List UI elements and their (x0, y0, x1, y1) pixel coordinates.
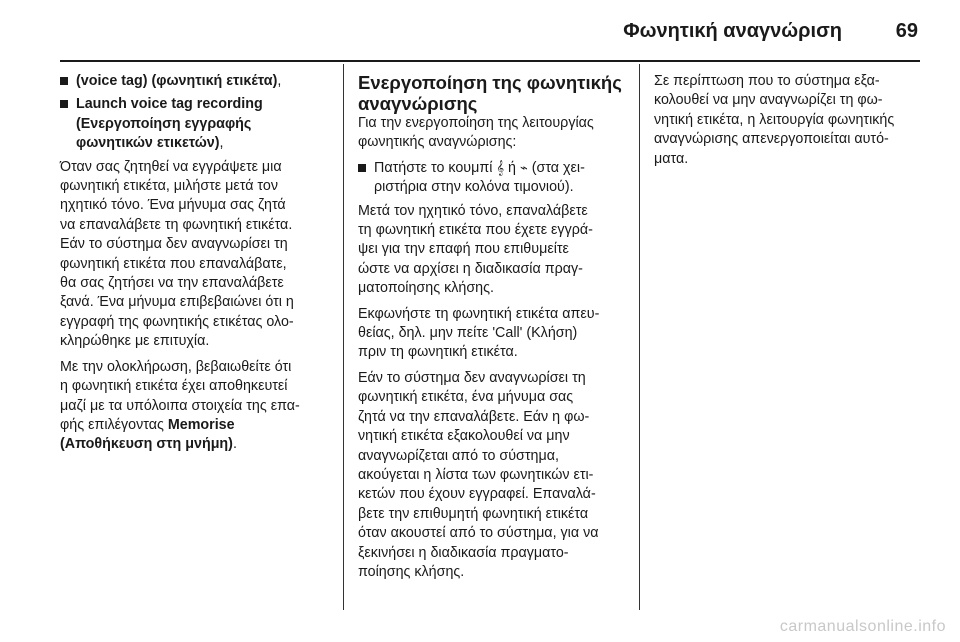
text-line: νητική ετικέτα, η λειτουργία φωνητικής (654, 111, 895, 128)
text-line: ματα. (654, 150, 689, 167)
text-line: ξανά. Ένα μήνυμα επιβεβαιώνει ότι η (60, 294, 294, 311)
text-line: εγγραφή της φωνητικής ετικέτας ολο- (60, 313, 294, 330)
text-line: φωνητικής αναγνώρισης: (358, 134, 517, 151)
bullet-voice-tag-label: (voice tag) (φωνητική ετικέτα) (76, 73, 278, 89)
text-line: κληρώθηκε με επιτυχία. (60, 333, 210, 350)
page-number: 69 (895, 20, 918, 42)
text-line: θείας, δηλ. μην πείτε 'Call' (Κλήση) (358, 325, 578, 342)
bullet-press-button (358, 159, 634, 198)
phone-button-icon: ⌁ (519, 160, 528, 176)
text-line: Σε περίπτωση που το σύστημα εξα- (654, 73, 880, 89)
text-line: θα σας ζητήσει να την επαναλάβετε (60, 275, 284, 292)
bullet-launch-line2: (Ενεργοποίηση εγγραφής (76, 115, 252, 132)
middle-column (358, 72, 634, 588)
text-line: (στα χει- (527, 159, 585, 176)
text-line: Όταν σας ζητηθεί να εγγράψετε μια (60, 158, 282, 175)
text-line: ποίησης κλήσης. (358, 563, 465, 580)
section-heading (358, 72, 634, 114)
bullet-launch-line1: Launch voice tag recording (76, 96, 263, 113)
right-column (654, 72, 930, 175)
text-line: νητική ετικέτα εξακολουθεί να μην (358, 428, 570, 445)
text-line: κολουθεί να μην αναγνωρίζει τη φω- (654, 92, 883, 109)
bullet-launch-line3: φωνητικών ετικετών) (76, 135, 220, 152)
heading-line: αναγνώρισης (358, 93, 478, 114)
watermark: carmanualsonline.info (779, 618, 946, 635)
text-line: να επαναλάβετε τη φωνητική ετικέτα. (60, 216, 293, 233)
bullet-voice-tag-tail: , (277, 73, 282, 89)
left-paragraph-1 (60, 158, 336, 352)
right-paragraph-1 (654, 72, 930, 169)
bullet-marker (60, 77, 68, 85)
middle-paragraph-1 (358, 202, 634, 299)
text-line: Με την ολοκλήρωση, βεβαιωθείτε ότι (60, 358, 292, 375)
text-line: φωνητική ετικέτα που επαναλάβατε, (60, 255, 287, 272)
text-line: ριστήρια στην κολόνα τιμονιού). (374, 179, 574, 196)
text-line: αναγνωρίζεται από το σύστημα, (358, 447, 559, 464)
text-line: ώστε να αρχίσει η διαδικασία πραγ- (358, 260, 583, 277)
text-line: ζητά να την επαναλάβετε. Εάν η φω- (358, 408, 590, 425)
text-line: τη φωνητική ετικέτα που έχετε εγγρά- (358, 222, 593, 239)
middle-paragraph-2 (358, 305, 634, 363)
text-line: κετών που έχουν εγγραφεί. Επαναλά- (358, 486, 596, 503)
text-line: Εάν το σύστημα δεν αναγνωρίσει τη (60, 236, 288, 253)
left-paragraph-2 (60, 358, 336, 455)
text-line: πριν τη φωνητική ετικέτα. (358, 344, 518, 361)
bullet-launch-tail: , (219, 135, 224, 152)
voice-button-icon: 𝄞 (496, 160, 505, 176)
heading-line: Ενεργοποίηση της φωνητικής (358, 72, 622, 93)
bullet-voice-tag (60, 72, 336, 91)
text-line: μαζί με τα υπόλοιπα στοιχεία της επα- (60, 397, 300, 414)
header-rule (60, 60, 920, 62)
text-line: Εάν το σύστημα δεν αναγνωρίσει τη (358, 369, 586, 386)
text-line: ηχητικό τόνο. Ένα μήνυμα σας ζητά (60, 197, 286, 214)
text-line: ακούγεται η λίστα των φωνητικών ετι- (358, 466, 594, 483)
page-title: Φωνητική αναγνώριση (623, 20, 842, 42)
text-line: φωνητική ετικέτα, μιλήστε μετά τον (60, 178, 278, 195)
memorise-label: Memorise (167, 416, 235, 433)
memorise-translation: (Αποθήκευση στη μνήμη) (60, 436, 233, 453)
text-line: η φωνητική ετικέτα έχει αποθηκευτεί (60, 378, 288, 395)
text-line: βετε την επιθυμητή φωνητική ετικέτα (358, 505, 589, 522)
text-line: ψει για την επαφή που επιθυμείτε (358, 241, 569, 258)
text-line: φωνητική ετικέτα, ένα μήνυμα σας (358, 389, 574, 406)
text-line: ξεκινήσει η διαδικασία πραγματο- (358, 544, 569, 561)
text-line: φής επιλέγοντας (60, 416, 168, 433)
bullet-marker (358, 164, 366, 172)
column-divider-right (639, 64, 640, 610)
bullet-launch-recording (60, 95, 336, 153)
text-line: ματοποίησης κλήσης. (358, 280, 494, 297)
text-or: ή (504, 159, 520, 176)
text-line: Για την ενεργοποίηση της λειτουργίας (358, 115, 594, 131)
text-line: Εκφωνήστε τη φωνητική ετικέτα απευ- (358, 305, 600, 322)
left-column (60, 72, 336, 461)
text-line: όταν ακουστεί από το σύστημα, για να (358, 525, 599, 542)
text-line: Μετά τον ηχητικό τόνο, επαναλάβετε (358, 202, 588, 219)
middle-paragraph-3 (358, 369, 634, 582)
middle-intro (358, 114, 634, 153)
column-divider-left (343, 64, 344, 610)
page-header (60, 0, 920, 64)
text-end: . (232, 436, 237, 453)
text-line: αναγνώρισης απενεργοποιείται αυτό- (654, 131, 889, 148)
bullet-marker (60, 100, 68, 108)
text-line: Πατήστε το κουμπί (374, 159, 497, 176)
